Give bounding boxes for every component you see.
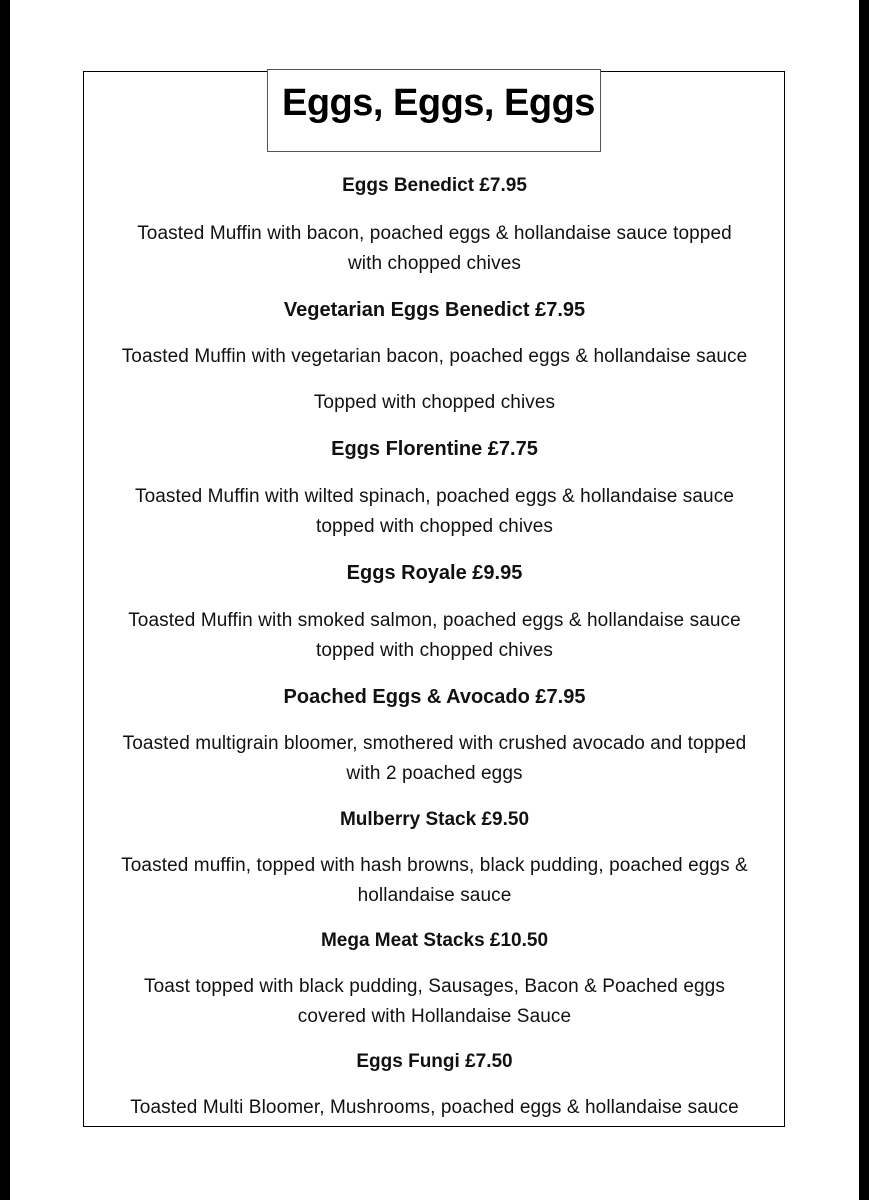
menu-item-name: Eggs Benedict £7.95 [342, 175, 527, 196]
menu-item-description: Toasted Muffin with vegetarian bacon, poached eggs & hollandaise sauce [121, 346, 748, 367]
title-box [267, 69, 601, 152]
menu-page [10, 0, 859, 1200]
menu-item-name: Poached Eggs & Avocado £7.95 [283, 686, 586, 708]
menu-item-name: Eggs Royale £9.95 [346, 562, 523, 584]
menu-item-name: Vegetarian Eggs Benedict £7.95 [283, 299, 586, 321]
menu-item-description: Topped with chopped chives [313, 392, 556, 413]
menu-item-description: topped with chopped chives [315, 516, 554, 537]
menu-item-name: Eggs Fungi £7.50 [356, 1051, 513, 1072]
menu-item-name: Eggs Florentine £7.75 [331, 438, 538, 460]
menu-item-description: Toast topped with black pudding, Sausages, Bacon & Poached eggs [144, 976, 725, 997]
menu-item-description: Toasted muffin, topped with hash browns, black pudding, poached eggs & [121, 855, 748, 876]
menu-item-description: hollandaise sauce [357, 885, 512, 906]
menu-item-description: covered with Hollandaise Sauce [297, 1006, 572, 1027]
menu-item-description: topped with chopped chives [315, 640, 554, 661]
menu-item-name: Mega Meat Stacks £10.50 [320, 930, 549, 951]
menu-item-description: Toasted Muffin with bacon, poached eggs & hollandaise sauce topped [137, 223, 732, 244]
menu-item-description: Toasted Multi Bloomer, Mushrooms, poached eggs & hollandaise sauce [130, 1097, 739, 1118]
menu-item-description: Toasted Muffin with wilted spinach, poached eggs & hollandaise sauce [135, 486, 734, 507]
menu-title: Eggs, Eggs, Eggs [282, 82, 595, 124]
menu-item-description: with chopped chives [347, 253, 521, 274]
menu-item-description: with 2 poached eggs [346, 763, 523, 784]
menu-item-description: Toasted Muffin with smoked salmon, poached eggs & hollandaise sauce [128, 610, 741, 631]
menu-item-description: Toasted multigrain bloomer, smothered with crushed avocado and topped [122, 733, 747, 754]
menu-item-name: Mulberry Stack £9.50 [339, 809, 530, 830]
